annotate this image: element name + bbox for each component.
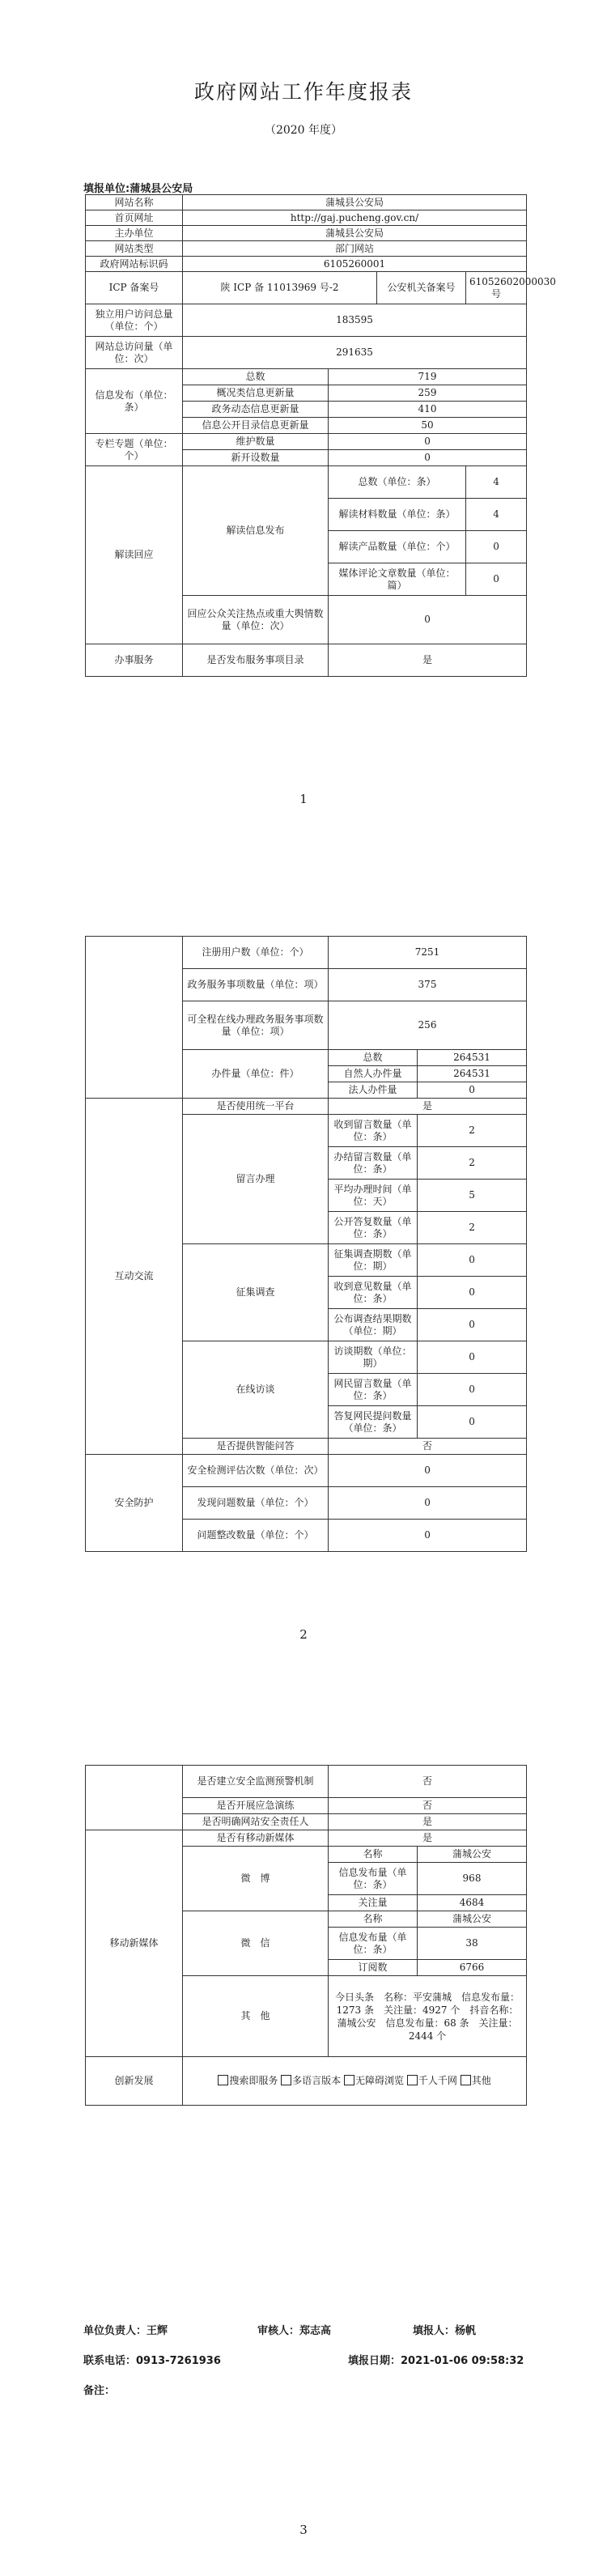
hot-value: 0 xyxy=(329,596,527,644)
interp-material-value: 4 xyxy=(466,499,527,531)
info-dynamic-label: 政务动态信息更新量 xyxy=(183,402,329,418)
sec-fixed-label: 问题整改数量（单位：个） xyxy=(183,1520,329,1552)
column-new-label: 新开设数量 xyxy=(183,450,329,466)
checkbox-icon xyxy=(407,2075,418,2085)
has-mobile-label: 是否有移动新媒体 xyxy=(183,1830,329,1847)
table-row xyxy=(86,257,527,272)
reg-users-label: 注册用户数（单位：个） xyxy=(183,937,329,969)
fill-date: 填报日期：2021-01-06 09:58:32 xyxy=(348,2355,524,2367)
police-value: 61052602000030 号 xyxy=(466,272,527,304)
table-row xyxy=(86,1766,527,1798)
smart-qa-label: 是否提供智能问答 xyxy=(183,1439,329,1455)
table-row xyxy=(86,226,527,241)
innovation-option[interactable]: 搜索即服务 xyxy=(218,2075,278,2086)
innovation-options xyxy=(183,2057,527,2106)
owner-label: 是否明确网站安全责任人 xyxy=(183,1814,329,1830)
service-items-value: 375 xyxy=(329,969,527,1001)
table-row xyxy=(86,304,527,337)
volume-total-label: 总数 xyxy=(329,1050,418,1066)
report-year: （2020 年度） xyxy=(264,124,343,137)
sec-checks-label: 安全检测评估次数（单位：次） xyxy=(183,1455,329,1487)
msg-days-value: 5 xyxy=(418,1180,527,1212)
volume-legal-label: 法人办件量 xyxy=(329,1082,418,1099)
weibo-name-value: 蒲城公安 xyxy=(418,1847,527,1863)
sec-checks-value: 0 xyxy=(329,1455,527,1487)
interp-media-label: 媒体评论文章数量（单位：篇） xyxy=(329,563,466,596)
msg-received-label: 收到留言数量（单位：条） xyxy=(329,1115,418,1147)
table-row xyxy=(86,1455,527,1487)
security-cont-cell xyxy=(86,1766,183,1830)
innovation-label: 创新发展 xyxy=(86,2057,183,2106)
info-total-label: 总数 xyxy=(183,369,329,385)
volume-person-value: 264531 xyxy=(418,1066,527,1082)
table-row xyxy=(86,369,527,385)
msg-done-label: 办结留言数量（单位：条） xyxy=(329,1147,418,1180)
unified-label: 是否使用统一平台 xyxy=(183,1099,329,1115)
innovation-option[interactable]: 无障碍浏览 xyxy=(344,2075,404,2086)
info-catalog-label: 信息公开目录信息更新量 xyxy=(183,418,329,434)
page3-table xyxy=(85,1765,527,2106)
site-code-value: 6105260001 xyxy=(183,257,527,272)
info-total-value: 719 xyxy=(329,369,527,385)
column-maint-value: 0 xyxy=(329,434,527,450)
volume-legal-value: 0 xyxy=(418,1082,527,1099)
column-new-value: 0 xyxy=(329,450,527,466)
online-items-value: 256 xyxy=(329,1001,527,1050)
checkbox-icon xyxy=(218,2075,228,2085)
home-url-label: 首页网址 xyxy=(86,210,183,226)
leader: 单位负责人：王辉 xyxy=(83,2325,168,2337)
hot-label: 回应公众关注热点或重大舆情数量（单位：次） xyxy=(183,596,329,644)
service-pub-value: 是 xyxy=(329,644,527,677)
checkbox-icon xyxy=(281,2075,291,2085)
table-row xyxy=(86,937,527,969)
survey-label: 征集调查 xyxy=(183,1244,329,1341)
interp-product-label: 解读产品数量（单位：个） xyxy=(329,531,466,563)
smart-qa-value: 否 xyxy=(329,1439,527,1455)
site-type-value: 部门网站 xyxy=(183,241,527,257)
survey-periods-label: 征集调查期数（单位：期） xyxy=(329,1244,418,1277)
pv-label: 网站总访问量（单位：次） xyxy=(86,337,183,369)
site-type-label: 网站类型 xyxy=(86,241,183,257)
msg-label: 留言办理 xyxy=(183,1115,329,1244)
innovation-option[interactable]: 其他 xyxy=(461,2075,491,2086)
survey-results-label: 公布调查结果期数（单位：期） xyxy=(329,1309,418,1341)
reviewer: 审核人：郑志高 xyxy=(257,2325,332,2337)
report-title: 政府网站工作年度报表 xyxy=(193,80,413,104)
interp-product-value: 0 xyxy=(466,531,527,563)
table-row xyxy=(86,644,527,677)
survey-opinions-label: 收到意见数量（单位：条） xyxy=(329,1277,418,1309)
table-row xyxy=(86,2057,527,2106)
wechat-name-value: 蒲城公安 xyxy=(418,1911,527,1928)
service-label: 办事服务 xyxy=(86,644,183,677)
volume-label: 办件量（单位：件） xyxy=(183,1050,329,1099)
talk-msgs-value: 0 xyxy=(418,1374,527,1406)
table-row xyxy=(86,1830,527,1847)
innovation-option[interactable]: 多语言版本 xyxy=(281,2075,341,2086)
talk-answers-label: 答复网民提问数量（单位：条） xyxy=(329,1406,418,1439)
talk-msgs-label: 网民留言数量（单位：条） xyxy=(329,1374,418,1406)
wechat-posts-value: 38 xyxy=(418,1928,527,1960)
site-name-value: 蒲城县公安局 xyxy=(183,195,527,210)
page-number-1: 1 xyxy=(299,792,308,806)
msg-public-label: 公开答复数量（单位：条） xyxy=(329,1212,418,1244)
service-cont-cell xyxy=(86,937,183,1099)
monitor-label: 是否建立安全监测预警机制 xyxy=(183,1766,329,1798)
checkbox-icon xyxy=(344,2075,354,2085)
filler-unit: 填报单位:蒲城县公安局 xyxy=(83,183,193,195)
survey-opinions-value: 0 xyxy=(418,1277,527,1309)
interp-pub-label: 解读信息发布 xyxy=(183,466,329,596)
interp-material-label: 解读材料数量（单位：条） xyxy=(329,499,466,531)
page1-table xyxy=(85,194,556,677)
sec-found-value: 0 xyxy=(329,1487,527,1520)
info-label: 信息发布（单位：条） xyxy=(86,369,183,434)
pv-value: 291635 xyxy=(183,337,527,369)
site-name-label: 网站名称 xyxy=(86,195,183,210)
uv-label: 独立用户访问总量（单位：个） xyxy=(86,304,183,337)
interp-total-value: 4 xyxy=(466,466,527,499)
info-overview-value: 259 xyxy=(329,385,527,402)
has-mobile-value: 是 xyxy=(329,1830,527,1847)
icp-label: ICP 备案号 xyxy=(86,272,183,304)
table-row xyxy=(86,272,527,304)
monitor-value: 否 xyxy=(329,1766,527,1798)
interp-media-value: 0 xyxy=(466,563,527,596)
wechat-subs-value: 6766 xyxy=(418,1960,527,1976)
msg-received-value: 2 xyxy=(418,1115,527,1147)
column-maint-label: 维护数量 xyxy=(183,434,329,450)
weibo-follow-value: 4684 xyxy=(418,1895,527,1911)
table-row xyxy=(86,466,527,499)
talk-periods-label: 访谈期数（单位：期） xyxy=(329,1341,418,1374)
online-items-label: 可全程在线办理政务服务事项数量（单位：项） xyxy=(183,1001,329,1050)
service-pub-label: 是否发布服务事项目录 xyxy=(183,644,329,677)
innovation-option[interactable]: 千人千网 xyxy=(407,2075,457,2086)
survey-results-value: 0 xyxy=(418,1309,527,1341)
info-dynamic-value: 410 xyxy=(329,402,527,418)
page2-table xyxy=(85,936,527,1552)
interact-label: 互动交流 xyxy=(86,1099,183,1455)
talk-answers-value: 0 xyxy=(418,1406,527,1439)
survey-periods-value: 0 xyxy=(418,1244,527,1277)
wechat-posts-label: 信息发布量（单位：条） xyxy=(329,1928,418,1960)
checkbox-icon xyxy=(461,2075,471,2085)
uv-value: 183595 xyxy=(183,304,527,337)
volume-person-label: 自然人办件量 xyxy=(329,1066,418,1082)
drill-label: 是否开展应急演练 xyxy=(183,1798,329,1814)
wechat-name-label: 名称 xyxy=(329,1911,418,1928)
wechat-label: 微 信 xyxy=(183,1911,329,1976)
host-value: 蒲城县公安局 xyxy=(183,226,527,241)
table-row xyxy=(86,195,527,210)
online-talk-label: 在线访谈 xyxy=(183,1341,329,1439)
table-row xyxy=(86,210,527,226)
reg-users-value: 7251 xyxy=(329,937,527,969)
table-row xyxy=(86,241,527,257)
weibo-follow-label: 关注量 xyxy=(329,1895,418,1911)
table-row xyxy=(86,337,527,369)
interp-total-label: 总数（单位：条） xyxy=(329,466,466,499)
drill-value: 否 xyxy=(329,1798,527,1814)
msg-done-value: 2 xyxy=(418,1147,527,1180)
table-row xyxy=(86,434,527,450)
site-code-label: 政府网站标识码 xyxy=(86,257,183,272)
icp-value: 陕 ICP 备 11013969 号-2 xyxy=(183,272,377,304)
msg-public-value: 2 xyxy=(418,1212,527,1244)
sec-fixed-value: 0 xyxy=(329,1520,527,1552)
home-url-value: http://gaj.pucheng.gov.cn/ xyxy=(183,210,527,226)
column-label: 专栏专题（单位：个） xyxy=(86,434,183,466)
msg-days-label: 平均办理时间（单位：天） xyxy=(329,1180,418,1212)
table-row xyxy=(86,1099,527,1115)
info-overview-label: 概况类信息更新量 xyxy=(183,385,329,402)
remark: 备注： xyxy=(83,2385,116,2397)
interp-label: 解读回应 xyxy=(86,466,183,644)
weibo-label: 微 博 xyxy=(183,1847,329,1911)
unified-value: 是 xyxy=(329,1099,527,1115)
sec-found-label: 发现问题数量（单位：个） xyxy=(183,1487,329,1520)
other-value: 今日头条 名称：平安蒲城 信息发布量：1273 条 关注量：4927 个 抖音名称：蒲城公安 信息发布量：68 条 关注量：2444 个 xyxy=(329,1976,527,2057)
wechat-subs-label: 订阅数 xyxy=(329,1960,418,1976)
volume-total-value: 264531 xyxy=(418,1050,527,1066)
host-label: 主办单位 xyxy=(86,226,183,241)
weibo-posts-label: 信息发布量（单位：条） xyxy=(329,1863,418,1895)
page-number-3: 3 xyxy=(299,2523,308,2537)
filler: 填报人：杨帆 xyxy=(413,2325,477,2337)
service-items-label: 政务服务事项数量（单位：项） xyxy=(183,969,329,1001)
security-label: 安全防护 xyxy=(86,1455,183,1552)
police-label: 公安机关备案号 xyxy=(377,272,466,304)
owner-value: 是 xyxy=(329,1814,527,1830)
info-catalog-value: 50 xyxy=(329,418,527,434)
talk-periods-value: 0 xyxy=(418,1341,527,1374)
weibo-name-label: 名称 xyxy=(329,1847,418,1863)
weibo-posts-value: 968 xyxy=(418,1863,527,1895)
other-label: 其 他 xyxy=(183,1976,329,2057)
phone: 联系电话：0913-7261936 xyxy=(83,2355,221,2367)
page-number-2: 2 xyxy=(299,1627,308,1642)
mobile-label: 移动新媒体 xyxy=(86,1830,183,2057)
